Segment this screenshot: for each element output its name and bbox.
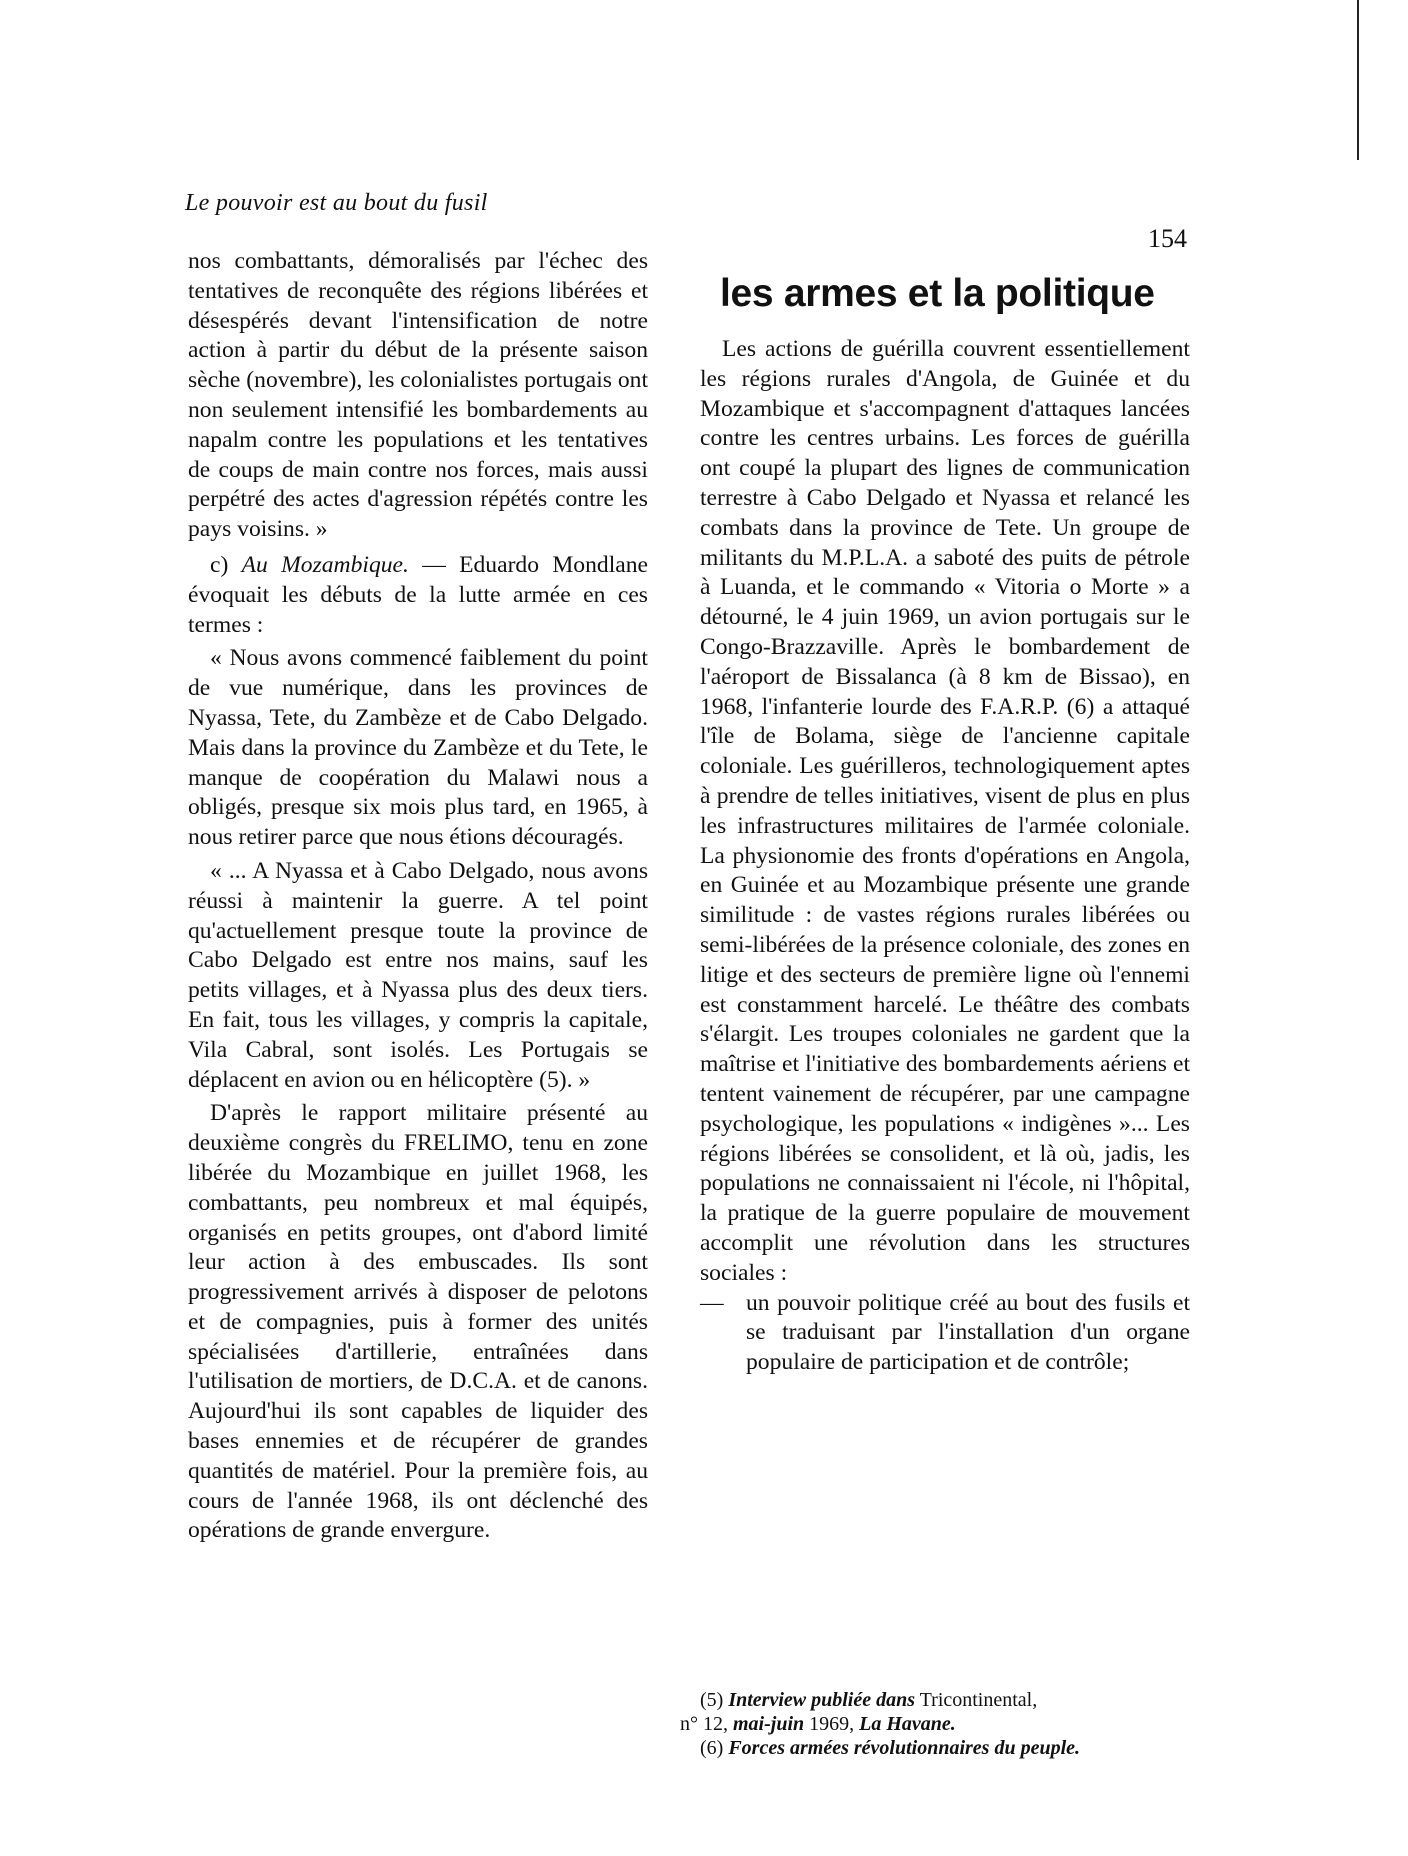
paragraph: D'après le rapport militaire présenté au deuxième congrès du FRELIMO, tenu en zone libérée du Mozambique en juillet 1968, les combattants, peu nombreux et mal équipés, organisés en petits groupes, ont d'abord limité leur action à des embuscades. Ils sont progressivement arrivés à disposer de pelotons et de compagnies, puis à former des unités spécialisées d'artillerie, entraînées dans l'utilisation de mortiers, de D.C.A. et de canons. Aujourd'hui ils sont capables de liquider des bases ennemies et de récupérer de grandes quantités de matériel. Pour la première fois, au cours de l'année 1968, ils ont déclenché des opérations de grande envergure. xyxy=(188,1100,648,1544)
footnote-number: (5) xyxy=(700,1689,729,1711)
paragraph-text: — Eduardo Mondlane évoquait les débuts de la lutte armée en ces termes : xyxy=(188,551,648,638)
list-dash: — xyxy=(700,1289,724,1316)
right-column xyxy=(700,335,1190,1378)
footnote-5 xyxy=(680,1688,1180,1712)
paragraph: Les actions de guérilla couvrent essentiellement les régions rurales d'Angola, de Guinée et du Mozambique et s'accompagnent d'attaques lancées contre les centres urbains. Les forces de guérilla ont coupé la plupart des lignes de communication terrestre à Cabo Delgado et Nyassa et relancé les combats dans la province de Tete. Un groupe de militants du M.P.L.A. a saboté des puits de pétrole à Luanda, et le commando « Vitoria o Morte » a détourné, le 4 juin 1969, un avion portugais sur le Congo-Brazzaville. Après le bombardement de l'aéroport de Bissalanca (à 8 km de Bissao), en 1968, l'infanterie lourde des F.A.R.P. (6) a attaqué l'île de Bolama, siège de l'ancienne capitale coloniale. Les guérilleros, technologiquement aptes à prendre de telles initiatives, visent de plus en plus les infrastructures militaires de l'armée coloniale. La physionomie des fronts d'opérations en Angola, en Guinée et au Mozambique présente une grande similitude : de vastes régions rurales libérées ou semi-libérées de la présence coloniale, des zones en litige et des secteurs de première ligne où l'ennemi est constamment harcelé. Le théâtre des combats s'élargit. Les troupes coloniales ne gardent que la maîtrise et l'initiative des bombardements aériens et tentent vainement de récupérer, par une campagne psychologique, les populations « indigènes »... Les régions libérées se consolident, et là où, jadis, les populations ne connaissaient ni l'école, ni l'hôpital, la pratique de la guerre populaire de mouvement accomplit une révolution dans les structures sociales : xyxy=(700,336,1190,1286)
left-column xyxy=(188,247,648,1546)
quote-paragraph: « Nous avons commencé faiblement du point de vue numérique, dans les provinces de Nyassa, Tete, du Zambèze et de Cabo Delgado. Mais dans la province du Zambèze et du Tete, le manque de coopération du Malawi nous a obligés, presque six mois plus tard, en 1965, à nous retirer parce que nous étions découragés. xyxy=(188,645,648,851)
footnote-number: (6) xyxy=(700,1737,729,1759)
footnote-date: mai-juin xyxy=(733,1713,805,1735)
paragraph-mozambique xyxy=(188,551,648,640)
subsection-heading: Au Mozambique. xyxy=(241,551,409,578)
footnote-city: La Havane. xyxy=(859,1713,956,1735)
footnote-text: Forces armées révolutionnaires du peuple. xyxy=(728,1737,1080,1759)
section-title: les armes et la politique xyxy=(720,272,1155,315)
scan-edge-line xyxy=(1357,0,1359,160)
footnote-issue: n° 12, xyxy=(680,1713,733,1735)
section-letter: c) xyxy=(210,551,242,578)
footnote-6 xyxy=(680,1736,1180,1760)
list-item-text: un pouvoir politique créé au bout des fusils et se traduisant par l'installation d'un organe populaire de participation et de contrôle; xyxy=(746,1289,1190,1376)
quote-paragraph: « ... A Nyassa et à Cabo Delgado, nous avons réussi à maintenir la guerre. A tel point qu'actuellement presque toute la province de Cabo Delgado est entre nos mains, sauf les petits villages, et à Nyassa plus des deux tiers. En fait, tous les villages, y compris la capitale, Vila Cabral, sont isolés. Les Portugais se déplacent en avion ou en hélicoptère (5). » xyxy=(188,857,648,1093)
footnote-text: Interview publiée dans xyxy=(728,1689,915,1711)
footnote-year: 1969, xyxy=(804,1713,860,1735)
page-number: 154 xyxy=(1148,224,1187,253)
paragraph: nos combattants, démoralisés par l'échec des tentatives de reconquête des régions libérées et désespérés devant l'intensification de notre action à partir du début de la présente saison sèche (novembre), les colonialistes portugais ont non seulement intensifié les bombardements au napalm contre les populations et les tentatives de coups de main contre nos forces, mais aussi perpétré des actes d'agression répétés contre les pays voisins. » xyxy=(188,248,648,543)
footnote-5-continued xyxy=(680,1712,1180,1736)
footnote-source: Tricontinental, xyxy=(915,1689,1038,1711)
footnotes xyxy=(680,1688,1180,1760)
list-item xyxy=(700,1289,1190,1378)
running-head: Le pouvoir est au bout du fusil xyxy=(185,190,488,216)
